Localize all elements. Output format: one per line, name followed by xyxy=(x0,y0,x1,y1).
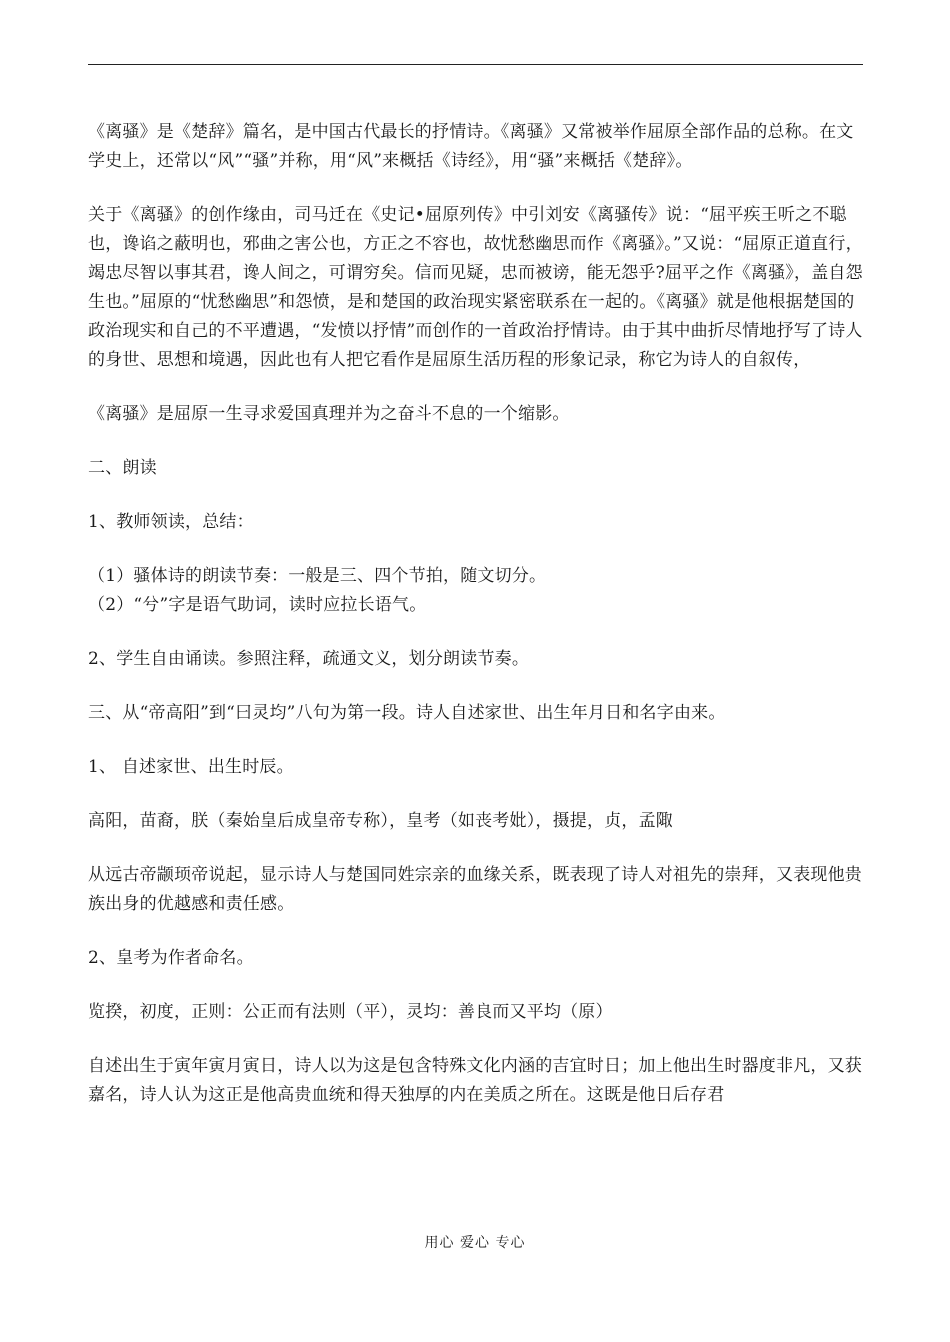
item-teacher-reading: 1、教师领读，总结： xyxy=(88,512,254,532)
paragraph-ancestry-analysis: 从远古帝颛顼帝说起，显示诗人与楚国同姓宗亲的血缘关系，既表现了诗人对祖先的崇拜，又表现他贵族出身的优越感和责任感。 xyxy=(88,865,862,914)
header-rule xyxy=(88,64,863,65)
section-heading-reading: 二、朗读 xyxy=(88,458,157,478)
document-body xyxy=(88,118,863,1110)
item-naming: 2、皇考为作者命名。 xyxy=(88,948,254,968)
paragraph-lisao-intro: 《离骚》是《楚辞》篇名，是中国古代最长的抒情诗。《离骚》又常被举作屈原全部作品的总称。在文学史上，还常以“风”“骚”并称，用“风”来概括《诗经》，用“骚”来概括《楚辞》。 xyxy=(88,122,854,171)
item-student-reading: 2、学生自由诵读。参照注释，疏通文义，划分朗读节奏。 xyxy=(88,649,530,669)
page-footer: 用心 爱心 专心 xyxy=(424,1235,526,1251)
section-heading-first-part: 三、从“帝高阳”到“曰灵均”八句为第一段。诗人自述家世、出生年月日和名字由来。 xyxy=(88,703,726,723)
paragraph-birth-analysis: 自述出生于寅年寅月寅日，诗人以为这是包含特殊文化内涵的吉宜时日；加上他出生时器度非凡，又获嘉名，诗人认为这正是他高贵血统和得天独厚的内在美质之所在。这既是他日后存君 xyxy=(88,1056,862,1105)
paragraph-creation-origin: 关于《离骚》的创作缘由，司马迁在《史记•屈原列传》中引刘安《离骚传》说：“屈平疾王听之不聪也，谗谄之蔽明也，邪曲之害公也，方正之不容也，故忧愁幽思而作《离骚》。”又说：“屈原正道直行，竭忠尽智以事其君，谗人间之，可谓穷矣。信而见疑，忠而被谤，能无怨乎?屈平之作《离骚》，盖自怨生也。”屈原的“忧愁幽思”和怨愤，是和楚国的政治现实紧密联系在一起的。《离骚》就是他根据楚国的政治现实和自己的不平遭遇，“发愤以抒情”而创作的一首政治抒情诗。由于其中曲折尽情地抒写了诗人的身世、思想和境遇，因此也有人把它看作是屈原生活历程的形象记录，称它为诗人的自叙传， xyxy=(88,205,863,370)
item-xi-note: （2）“兮”字是语气助词，读时应拉长语气。 xyxy=(88,595,427,615)
paragraph-vocabulary-1: 高阳，苗裔，朕（秦始皇后成皇帝专称），皇考（如丧考妣），摄提，贞，孟陬 xyxy=(88,811,673,831)
item-family-background: 1、 自述家世、出生时辰。 xyxy=(88,757,294,777)
paragraph-lisao-summary: 《离骚》是屈原一生寻求爱国真理并为之奋斗不息的一个缩影。 xyxy=(88,404,570,424)
item-rhythm-note: （1）骚体诗的朗读节奏：一般是三、四个节拍，随文切分。 xyxy=(88,566,547,586)
paragraph-vocabulary-2: 览揆，初度，正则：公正而有法则（平），灵均：善良而又平均（原） xyxy=(88,1002,613,1022)
